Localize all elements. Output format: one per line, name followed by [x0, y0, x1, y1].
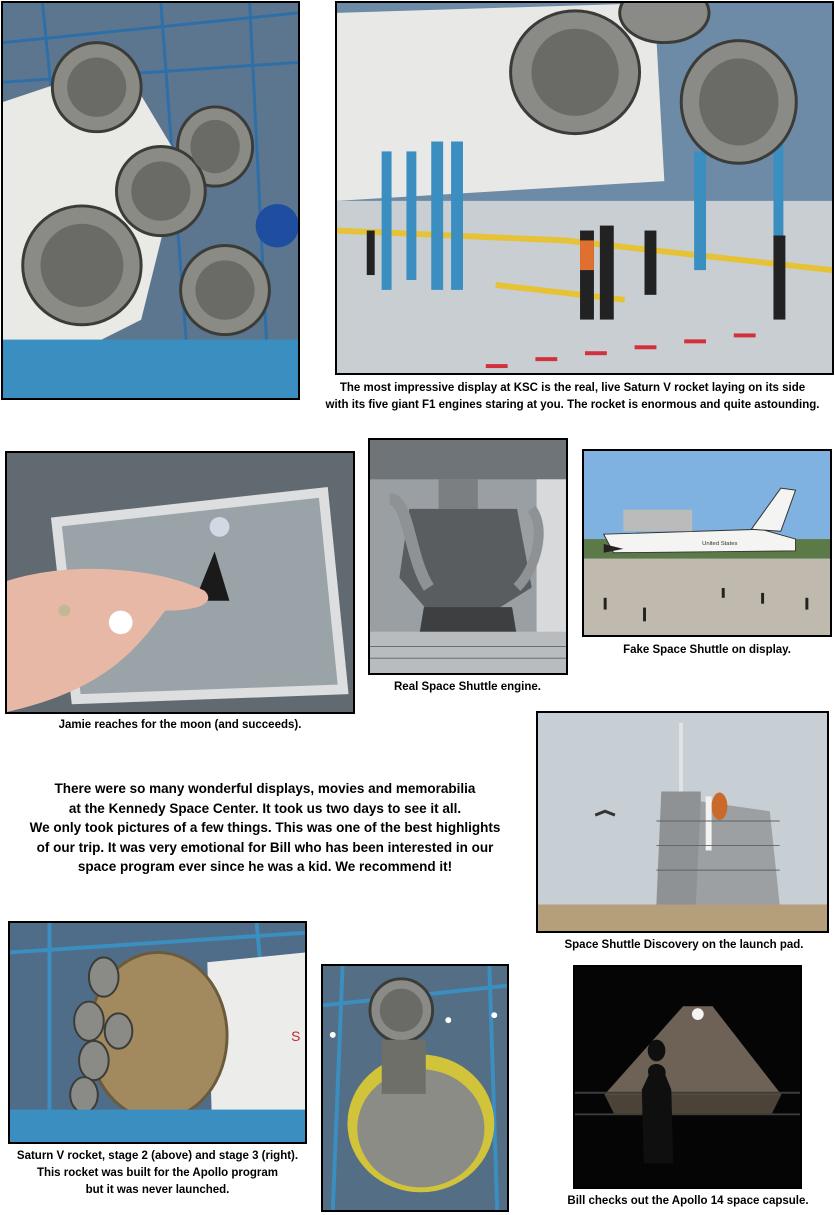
caption-discovery: Space Shuttle Discovery on the launch pad. [564, 939, 804, 951]
photo-shuttle-engine [368, 438, 568, 675]
saturn-v-engines-image [3, 3, 298, 398]
caption-saturn-v-line-2: with its five giant F1 engines staring at you. The rocket is enormous and quite astounding. [325, 399, 820, 411]
story-line-2: at the Kennedy Space Center. It took us two days to see it all. [68, 800, 462, 816]
caption-stages-line-1: Saturn V rocket, stage 2 (above) and stage 3 (right). [16, 1150, 299, 1162]
caption-fake-shuttle: Fake Space Shuttle on display. [623, 644, 791, 656]
stage-2-image [10, 923, 305, 1142]
photo-discovery-launch-pad [536, 711, 829, 933]
caption-saturn-v-line-1: The most impressive display at KSC is the real, live Saturn V rocket laying on its side [339, 382, 806, 394]
caption-capsule: Bill checks out the Apollo 14 space capsule. [567, 1195, 809, 1207]
photo-saturn-v-hall [335, 1, 834, 375]
photo-apollo-14-capsule [573, 965, 802, 1189]
story-line-3: We only took pictures of a few things. This was one of the best highlights [29, 820, 501, 835]
svg-text:S: S [291, 1028, 301, 1044]
caption-stages-line-2: This rocket was built for the Apollo program [36, 1167, 279, 1179]
caption-shuttle-engine: Real Space Shuttle engine. [394, 681, 541, 693]
shuttle-label-text: United States [702, 540, 738, 547]
photo-saturn-v-stage-2 [8, 921, 307, 1144]
photo-fake-shuttle [582, 449, 832, 637]
photo-saturn-v-stage-3 [321, 964, 509, 1212]
story-line-4: of our trip. It was very emotional for Bill who has been interested in our [36, 839, 494, 855]
story-paragraph [5, 779, 525, 877]
story-line-1: There were so many wonderful displays, movies and memorabilia [54, 781, 476, 796]
saturn-v-hall-image [337, 3, 832, 373]
caption-stages-line-3: but it was never launched. [85, 1184, 230, 1196]
photo-jamie-moon-rock [5, 451, 355, 714]
photo-saturn-v-engines-closeup [1, 1, 300, 400]
caption-saturn-v [310, 380, 835, 414]
caption-stages [0, 1148, 315, 1199]
moon-rock-display-image [7, 453, 353, 712]
shuttle-engine-image [370, 440, 566, 673]
launch-pad-image [538, 713, 827, 931]
stage-3-image [323, 966, 507, 1210]
caption-jamie: Jamie reaches for the moon (and succeeds). [58, 719, 302, 731]
fake-shuttle-image [584, 451, 830, 635]
apollo-capsule-image [575, 967, 800, 1187]
story-line-5: space program ever since he was a kid. We recommend it! [77, 859, 453, 874]
